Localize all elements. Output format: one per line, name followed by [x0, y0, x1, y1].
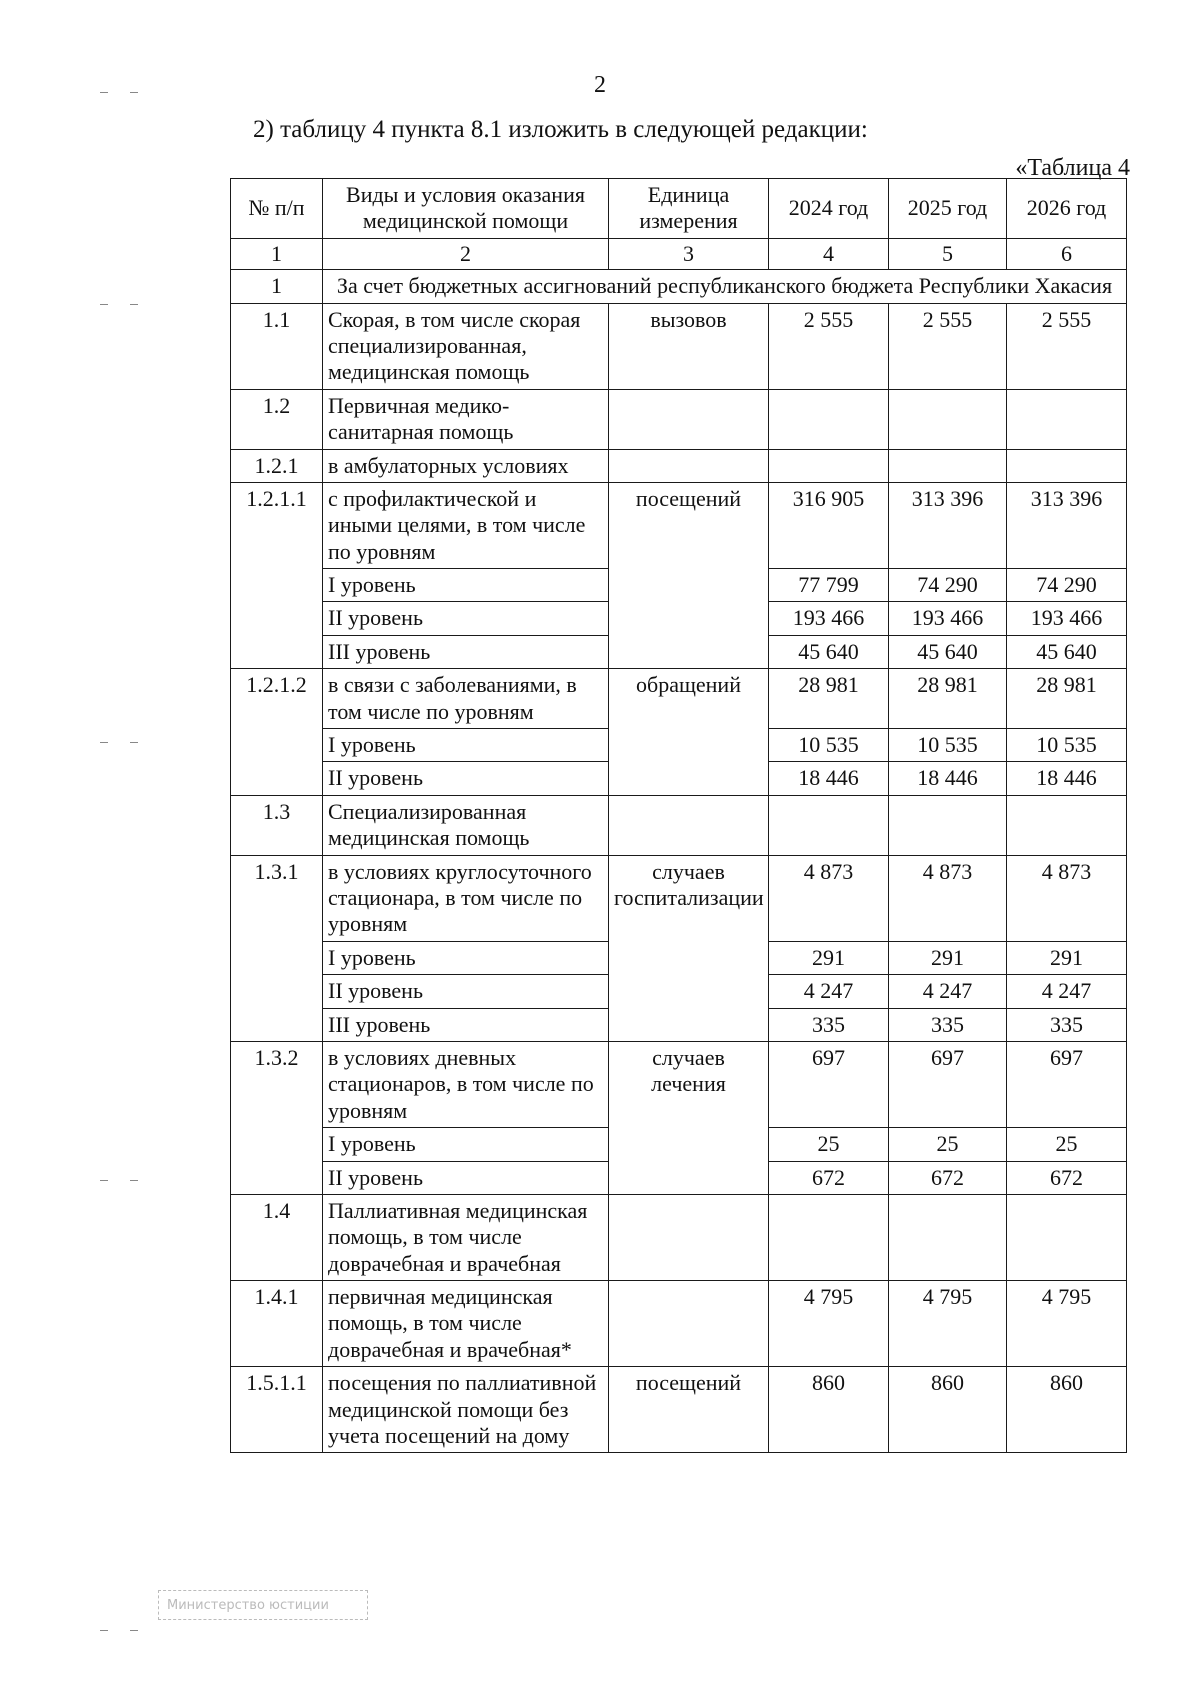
column-number: 5 [889, 238, 1007, 269]
row-value-2026: 4 795 [1007, 1281, 1127, 1367]
row-value-2026: 335 [1007, 1008, 1127, 1041]
table-caption: «Таблица 4 [1015, 155, 1130, 181]
row-value-2024: 2 555 [769, 303, 889, 389]
data-table [230, 178, 1127, 1453]
row-unit: случаев лечения [609, 1041, 769, 1194]
row-name: II уровень [323, 1161, 609, 1194]
row-value-2026: 4 247 [1007, 975, 1127, 1008]
row-value-2025: 4 795 [889, 1281, 1007, 1367]
table-row [231, 1281, 1127, 1367]
table-row [231, 449, 1127, 482]
row-value-2026: 2 555 [1007, 303, 1127, 389]
row-num: 1.1 [231, 303, 323, 389]
row-unit [609, 795, 769, 855]
row-num: 1.2.1.2 [231, 669, 323, 796]
row-value-2024: 18 446 [769, 762, 889, 795]
row-value-2026: 672 [1007, 1161, 1127, 1194]
row-value-2025 [889, 1194, 1007, 1280]
row-value-2026: 193 466 [1007, 602, 1127, 635]
row-num: 1.3.2 [231, 1041, 323, 1194]
row-value-2025: 193 466 [889, 602, 1007, 635]
intro-text: 2) таблицу 4 пункта 8.1 изложить в следующей редакции: [253, 116, 868, 143]
row-value-2024: 77 799 [769, 569, 889, 602]
row-value-2026: 28 981 [1007, 669, 1127, 729]
table-row [231, 855, 1127, 941]
scan-mark [130, 92, 138, 93]
scan-mark [100, 742, 108, 743]
row-value-2025: 860 [889, 1367, 1007, 1453]
row-unit: обращений [609, 669, 769, 796]
scan-mark [100, 92, 108, 93]
row-value-2024: 28 981 [769, 669, 889, 729]
table-row [231, 669, 1127, 729]
header-type: Виды и условия оказания медицинской помощи [323, 179, 609, 239]
row-num: 1.5.1.1 [231, 1367, 323, 1453]
row-value-2025: 335 [889, 1008, 1007, 1041]
row-value-2025: 672 [889, 1161, 1007, 1194]
row-unit [609, 1194, 769, 1280]
table-row [231, 389, 1127, 449]
table-row [231, 482, 1127, 568]
column-number: 2 [323, 238, 609, 269]
row-unit [609, 1281, 769, 1367]
row-name: I уровень [323, 569, 609, 602]
page-number: 2 [594, 72, 606, 98]
row-num: 1.2.1 [231, 449, 323, 482]
scan-mark [130, 1180, 138, 1181]
row-value-2025: 10 535 [889, 729, 1007, 762]
row-num: 1.4 [231, 1194, 323, 1280]
row-value-2024: 697 [769, 1041, 889, 1127]
row-value-2025: 4 247 [889, 975, 1007, 1008]
row-num: 1.2.1.1 [231, 482, 323, 668]
row-name: посещения по паллиативной медицинской помощи без учета посещений на дому [323, 1367, 609, 1453]
row-name: II уровень [323, 602, 609, 635]
row-value-2025 [889, 389, 1007, 449]
row-num: 1.3.1 [231, 855, 323, 1041]
row-value-2024 [769, 1194, 889, 1280]
scan-mark [130, 742, 138, 743]
row-value-2025: 697 [889, 1041, 1007, 1127]
row-value-2026: 4 873 [1007, 855, 1127, 941]
row-value-2024: 45 640 [769, 635, 889, 668]
row-value-2024: 672 [769, 1161, 889, 1194]
row-value-2025 [889, 449, 1007, 482]
column-numbers-row [231, 238, 1127, 269]
column-number: 1 [231, 238, 323, 269]
scan-mark [100, 1630, 108, 1631]
row-value-2024: 10 535 [769, 729, 889, 762]
table-row [231, 1367, 1127, 1453]
row-value-2024: 860 [769, 1367, 889, 1453]
row-name: I уровень [323, 729, 609, 762]
row-value-2024: 25 [769, 1128, 889, 1161]
row-value-2026: 291 [1007, 941, 1127, 974]
row-name: Специализированная медицинская помощь [323, 795, 609, 855]
row-value-2026: 10 535 [1007, 729, 1127, 762]
row-value-2024 [769, 449, 889, 482]
row-unit: вызовов [609, 303, 769, 389]
row-num: 1.2 [231, 389, 323, 449]
row-name: в амбулаторных условиях [323, 449, 609, 482]
row-value-2025: 18 446 [889, 762, 1007, 795]
row-name: II уровень [323, 975, 609, 1008]
row-value-2026 [1007, 389, 1127, 449]
row-value-2025: 313 396 [889, 482, 1007, 568]
row-unit: посещений [609, 482, 769, 668]
header-2026: 2026 год [1007, 179, 1127, 239]
row-value-2026: 74 290 [1007, 569, 1127, 602]
row-value-2026: 860 [1007, 1367, 1127, 1453]
row-value-2024 [769, 795, 889, 855]
row-value-2026 [1007, 795, 1127, 855]
row-name: в условиях круглосуточного стационара, в том числе по уровням [323, 855, 609, 941]
scan-mark [100, 304, 108, 305]
row-value-2025 [889, 795, 1007, 855]
row-name: III уровень [323, 1008, 609, 1041]
row-value-2026 [1007, 449, 1127, 482]
row-value-2025: 45 640 [889, 635, 1007, 668]
column-number: 6 [1007, 238, 1127, 269]
row-value-2024: 4 795 [769, 1281, 889, 1367]
scan-mark [130, 304, 138, 305]
section-title: За счет бюджетных ассигнований республиканского бюджета Республики Хакасия [323, 270, 1127, 303]
row-name: первичная медицинская помощь, в том числе доврачебная и врачебная* [323, 1281, 609, 1367]
row-value-2026: 45 640 [1007, 635, 1127, 668]
row-num: 1.3 [231, 795, 323, 855]
row-value-2026: 313 396 [1007, 482, 1127, 568]
row-value-2026: 697 [1007, 1041, 1127, 1127]
row-value-2025: 4 873 [889, 855, 1007, 941]
table-row [231, 1194, 1127, 1280]
scan-mark [130, 1630, 138, 1631]
row-value-2025: 2 555 [889, 303, 1007, 389]
row-unit [609, 449, 769, 482]
section-num: 1 [231, 270, 323, 303]
row-name: I уровень [323, 941, 609, 974]
row-name: Скорая, в том числе скорая специализированная, медицинская помощь [323, 303, 609, 389]
row-value-2024: 4 247 [769, 975, 889, 1008]
row-name: Первичная медико-санитарная помощь [323, 389, 609, 449]
row-value-2024: 291 [769, 941, 889, 974]
row-name: в связи с заболеваниями, в том числе по уровням [323, 669, 609, 729]
header-2024: 2024 год [769, 179, 889, 239]
row-name: I уровень [323, 1128, 609, 1161]
row-unit: посещений [609, 1367, 769, 1453]
row-name: III уровень [323, 635, 609, 668]
row-unit: случаев госпитализации [609, 855, 769, 1041]
row-value-2024: 4 873 [769, 855, 889, 941]
row-num: 1.4.1 [231, 1281, 323, 1367]
row-value-2024: 335 [769, 1008, 889, 1041]
section-row [231, 270, 1127, 303]
row-name: в условиях дневных стационаров, в том числе по уровням [323, 1041, 609, 1127]
table-row [231, 795, 1127, 855]
table-header-row [231, 179, 1127, 239]
row-value-2026: 25 [1007, 1128, 1127, 1161]
row-value-2025: 28 981 [889, 669, 1007, 729]
row-value-2026: 18 446 [1007, 762, 1127, 795]
row-value-2024: 316 905 [769, 482, 889, 568]
row-name: II уровень [323, 762, 609, 795]
row-value-2024 [769, 389, 889, 449]
registration-stamp: Министерство юстиции [158, 1590, 368, 1620]
column-number: 4 [769, 238, 889, 269]
table-row [231, 303, 1127, 389]
row-name: с профилактической и иными целями, в том числе по уровням [323, 482, 609, 568]
header-2025: 2025 год [889, 179, 1007, 239]
row-value-2025: 74 290 [889, 569, 1007, 602]
row-value-2024: 193 466 [769, 602, 889, 635]
header-num: № п/п [231, 179, 323, 239]
row-name: Паллиативная медицинская помощь, в том числе доврачебная и врачебная [323, 1194, 609, 1280]
column-number: 3 [609, 238, 769, 269]
table-row [231, 1041, 1127, 1127]
header-unit: Единица измерения [609, 179, 769, 239]
row-value-2025: 25 [889, 1128, 1007, 1161]
scan-mark [100, 1180, 108, 1181]
row-value-2026 [1007, 1194, 1127, 1280]
row-unit [609, 389, 769, 449]
row-value-2025: 291 [889, 941, 1007, 974]
